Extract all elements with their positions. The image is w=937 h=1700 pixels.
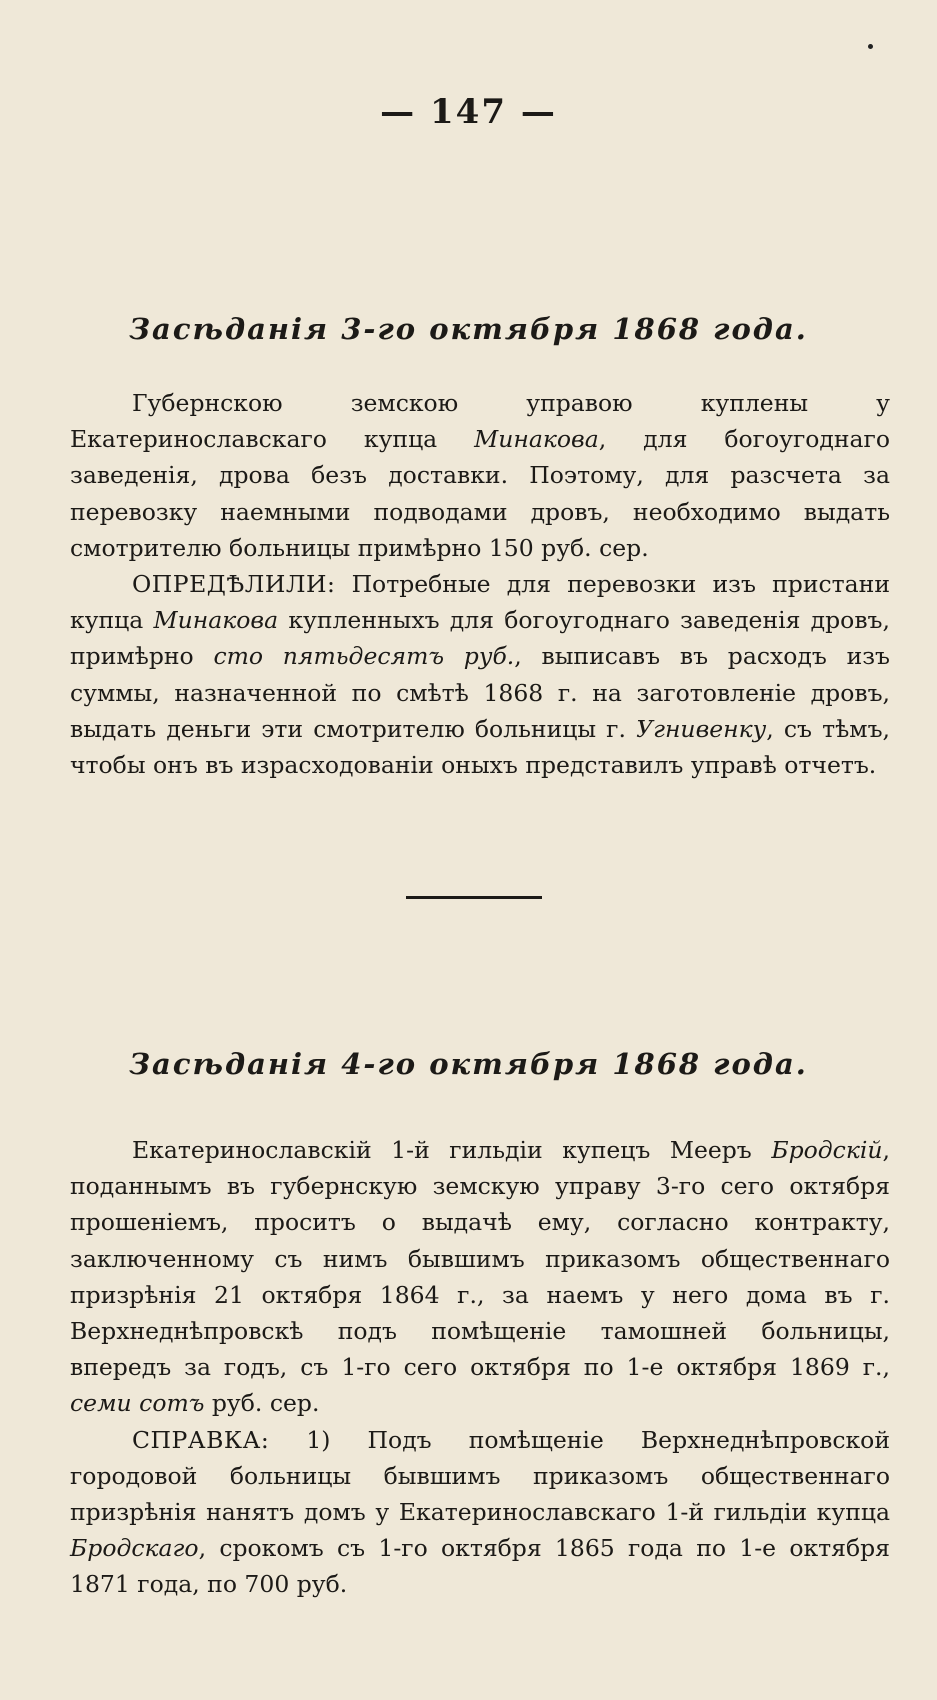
section-body-oct-4 [70,1132,890,1603]
amount-text: сто пятьдесятъ руб. [213,642,515,671]
reference-label: СПРАВКА: [132,1425,270,1454]
merchant-name: Минакова [474,425,599,454]
resolution-label: ОПРЕДѢЛИЛИ: [132,570,336,599]
merchant-name: Бродскій [771,1136,883,1164]
person-name: Угнивенку [636,714,767,743]
amount-text: семи сотъ [70,1389,205,1418]
page-number: — 147 — [380,92,557,132]
section-body-oct-3 [70,385,890,783]
paragraph: Екатеринославскій 1-й гильдіи купецъ Мееръ Бродскій, поданнымъ въ губернскую земскую управу 3-го сего октября прошеніемъ, проситъ о выдачѣ ему, согласно контракту, заключенному съ нимъ бывшимъ приказомъ общественнаго призрѣнія 21 октября 1864 г., за наемъ у него дома въ г. Верхнеднѣпровскѣ подъ помѣщеніе тамошней больницы, впередъ за годъ, съ 1-го сего октября по 1-е октября 1869 г., семи сотъ руб. сер. [70,1136,890,1418]
merchant-name: Минакова [153,606,279,635]
paragraph-resolution: ОПРЕДѢЛИЛИ: Потребные для перевозки изъ пристани купца Минакова купленныхъ для богоугоднаго заведенія дровъ, примѣрно сто пятьдесятъ руб., выписавъ въ расходъ изъ суммы, назначенной по смѣтѣ 1868 г. на заготовленіе дровъ, выдать деньги эти смотрителю больницы г. Угнивенку, съ тѣмъ, чтобы онъ въ израсходованіи оныхъ представилъ управѣ отчетъ. [70,570,890,780]
paragraph: Губернскою земскою управою куплены у Екатеринославскаго купца Минакова, для богоугоднаго заведенія, дрова безъ доставки. Поэтому, для разсчета за перевозку наемными подводами дровъ, необходимо выдать смотрителю больницы примѣрно 150 руб. сер. [70,389,891,562]
section-heading-oct-4: Засѣданія 4-го октября 1868 года. [129,1047,808,1081]
ink-speck [868,44,873,49]
paragraph-reference: СПРАВКА: 1) Подъ помѣщеніе Верхнеднѣпровской городовой больницы бывшимъ приказомъ общественнаго призрѣнія нанятъ домъ у Екатеринославскаго 1-й гильдіи купца Бродскаго, срокомъ съ 1-го октября 1865 года по 1-е октября 1871 года, по 700 руб. [70,1425,890,1599]
merchant-name: Бродскаго [70,1534,199,1563]
section-divider [406,896,542,899]
section-heading-oct-3: Засѣданія 3-го октября 1868 года. [129,312,808,346]
